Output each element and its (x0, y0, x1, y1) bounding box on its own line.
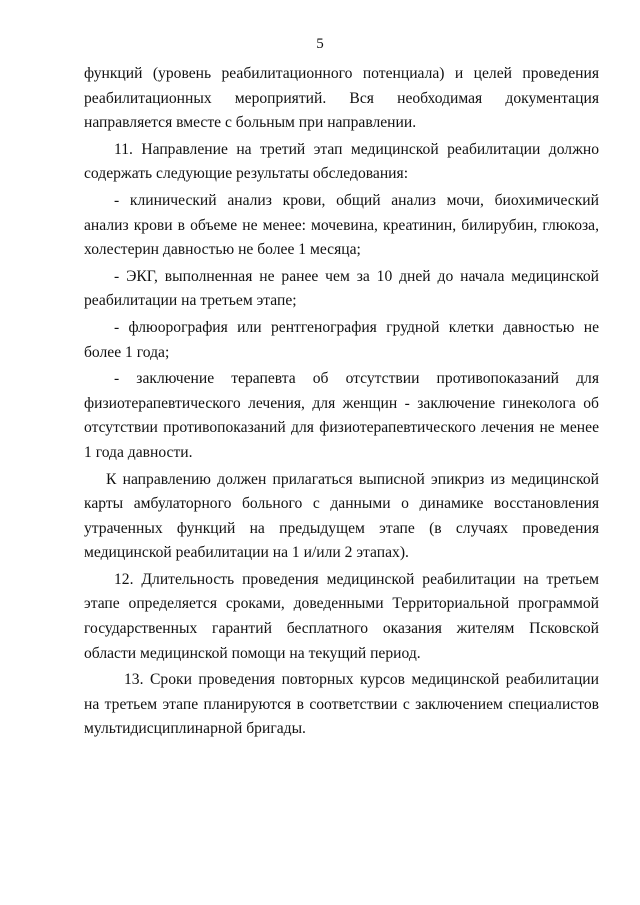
paragraph-item-13: 13. Сроки проведения повторных курсов медицинской реабилитации на третьем этапе планируются в соответствии с заключением специалистов мультидисциплинарной бригады. (84, 671, 599, 738)
paragraph-item-11: 11. Направление на третий этап медицинской реабилитации должно содержать следующие результаты обследования: (84, 140, 599, 183)
page-number: 5 (316, 36, 324, 52)
list-item-ecg: - ЭКГ, выполненная не ранее чем за 10 дней до начала медицинской реабилитации на третьем этапе; (84, 267, 599, 310)
paragraph-epicrisis: К направлению должен прилагаться выписной эпикриз из медицинской карты амбулаторного больного с данными о динамике восстановления утраченных функций на предыдущем этапе (в случаях проведения медицинской реабилитации на 1 и/или 2 этапах). (84, 470, 599, 562)
document-body (84, 62, 599, 744)
list-item-xray: - флюорография или рентгенография грудной клетки давностью не более 1 года; (84, 318, 599, 361)
paragraph-continuation: функций (уровень реабилитационного потенциала) и целей проведения реабилитационных мероприятий. Вся необходимая документация направляется вместе с больным при направлении. (84, 65, 599, 132)
list-item-blood-tests: - клинический анализ крови, общий анализ мочи, биохимический анализ крови в объеме не менее: мочевина, креатинин, билирубин, глюкоза, холестерин давностью не более 1 месяца; (84, 191, 599, 259)
paragraph-item-12: 12. Длительность проведения медицинской реабилитации на третьем этапе определяется сроками, доведенными Территориальной программой государственных гарантий бесплатного оказания жителям Псковской области медицинской помощи на текущий период. (84, 570, 599, 662)
list-item-conclusion: - заключение терапевта об отсутствии противопоказаний для физиотерапевтического лечения, для женщин - заключение гинеколога об отсутствии противопоказаний для физиотерапевтического лечения не менее 1 года давности. (84, 370, 599, 461)
